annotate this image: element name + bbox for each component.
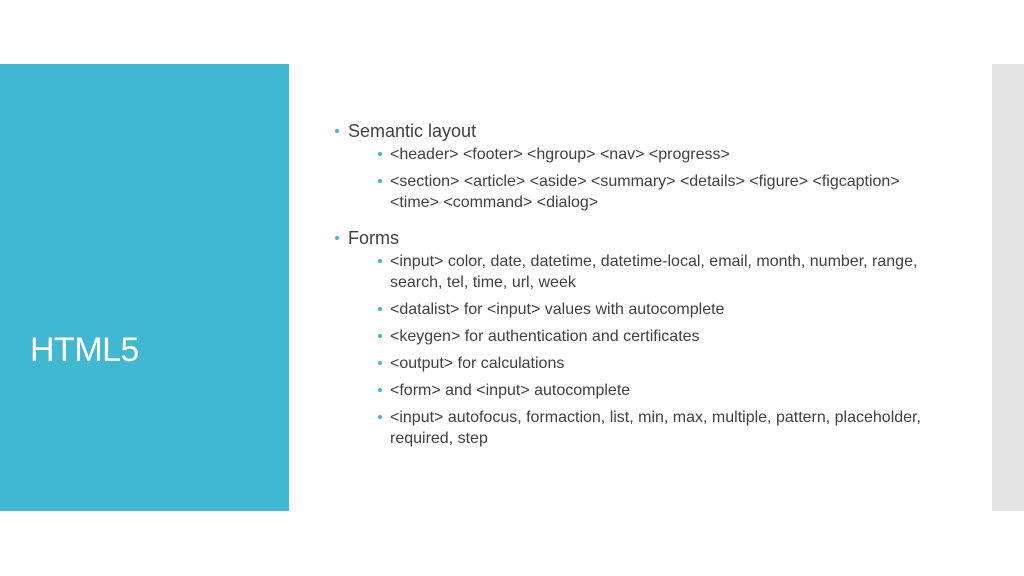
- bullet-dot-icon: [378, 388, 382, 392]
- list-item-text: <section> <article> <aside> <summary> <details> <figure> <figcaption> <time> <command> <dialog>: [390, 173, 900, 211]
- bullet-dot-icon: [378, 415, 382, 419]
- bullet-level1: [332, 226, 932, 250]
- sub-bullet-list: [332, 144, 932, 213]
- list-item-text: <input> autofocus, formaction, list, min, max, multiple, pattern, placeholder, required, step: [390, 409, 921, 447]
- list-item: [374, 251, 932, 293]
- slide-content: [332, 119, 932, 462]
- sub-bullet-list: [332, 251, 932, 449]
- list-item-text: <form> and <input> autocomplete: [390, 382, 631, 399]
- list-item-text: <header> <footer> <hgroup> <nav> <progress>: [390, 146, 730, 163]
- bullet-level1: [332, 119, 932, 143]
- section-heading: Forms: [348, 228, 399, 248]
- title-panel: [0, 64, 289, 511]
- slide-title: HTML5: [30, 331, 139, 369]
- bullet-dot-icon: [378, 361, 382, 365]
- bullet-dot-icon: [378, 307, 382, 311]
- list-item: [374, 171, 932, 213]
- list-item-text: <keygen> for authentication and certificates: [390, 328, 700, 345]
- list-item-text: <output> for calculations: [390, 355, 565, 372]
- bullet-dot-icon: [378, 152, 382, 156]
- list-item: [374, 407, 932, 449]
- list-item: [374, 353, 932, 374]
- list-item-text: <input> color, date, datetime, datetime-local, email, month, number, range, search, tel, time, url, week: [390, 253, 918, 291]
- bullet-dot-icon: [335, 236, 339, 240]
- section-heading: Semantic layout: [348, 121, 477, 141]
- list-item: [374, 326, 932, 347]
- right-decorative-strip: [992, 64, 1024, 511]
- bullet-dot-icon: [378, 179, 382, 183]
- list-item-text: <datalist> for <input> values with autocomplete: [390, 301, 725, 318]
- bullet-dot-icon: [378, 259, 382, 263]
- section-semantic-layout: [332, 119, 932, 213]
- bullet-dot-icon: [335, 129, 339, 133]
- section-forms: [332, 226, 932, 449]
- bullet-dot-icon: [378, 334, 382, 338]
- list-item: [374, 380, 932, 401]
- list-item: [374, 299, 932, 320]
- list-item: [374, 144, 932, 165]
